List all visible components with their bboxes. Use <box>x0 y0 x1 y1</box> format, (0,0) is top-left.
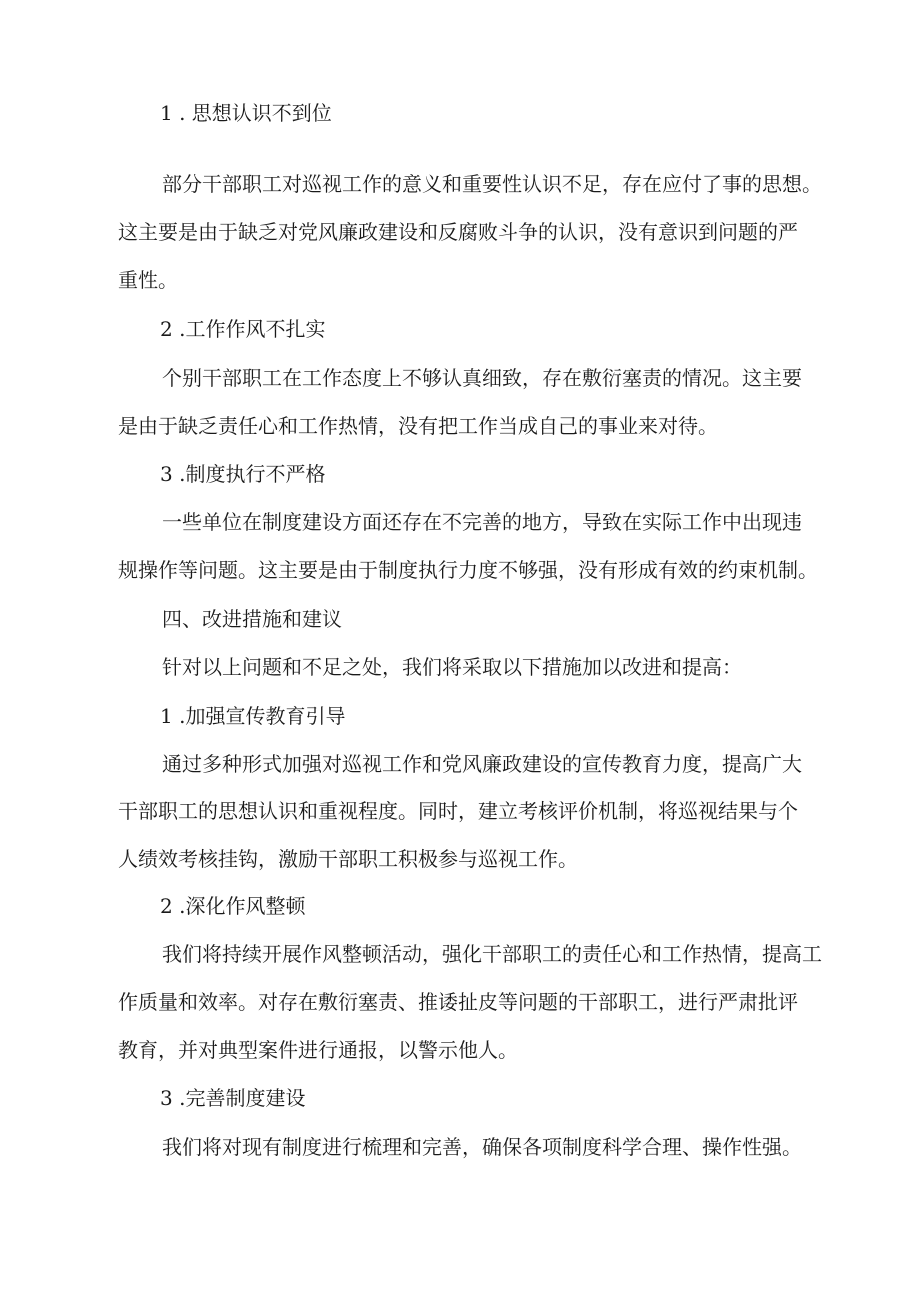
paragraph-line: 我们将对现有制度进行梳理和完善，确保各项制度科学合理、操作性强。 <box>162 1135 802 1159</box>
paragraph-line: 作质量和效率。对存在敷衍塞责、推诿扯皮等问题的干部职工，进行严肃批评 <box>118 990 798 1014</box>
paragraph-line: 这主要是由于缺乏对党风廉政建设和反腐败斗争的认识，没有意识到问题的严 <box>118 220 798 244</box>
paragraph-line: 是由于缺乏责任心和工作热情，没有把工作当成自己的事业来对待。 <box>118 414 718 438</box>
section-heading: 四、改进措施和建议 <box>162 607 342 631</box>
section-heading: 1 .加强宣传教育引导 <box>160 704 346 728</box>
section-heading: 3 .制度执行不严格 <box>160 462 326 486</box>
paragraph-line: 我们将持续开展作风整顿活动，强化干部职工的责任心和工作热情，提高工 <box>162 942 822 966</box>
paragraph-line: 通过多种形式加强对巡视工作和党风廉政建设的宣传教育力度，提高广大 <box>162 752 802 776</box>
section-heading: 3 .完善制度建设 <box>160 1086 306 1110</box>
section-heading: 2 .深化作风整顿 <box>160 894 306 918</box>
paragraph-line: 个别干部职工在工作态度上不够认真细致，存在敷衍塞责的情况。这主要 <box>162 366 802 390</box>
paragraph-line: 人绩效考核挂钩，激励干部职工积极参与巡视工作。 <box>118 847 578 871</box>
section-heading: 1 . 思想认识不到位 <box>160 101 332 125</box>
section-heading: 2 .工作作风不扎实 <box>160 317 326 341</box>
paragraph-line: 一些单位在制度建设方面还存在不完善的地方，导致在实际工作中出现违 <box>162 510 802 534</box>
paragraph-line: 规操作等问题。这主要是由于制度执行力度不够强，没有形成有效的约束机制。 <box>118 558 818 582</box>
paragraph-line: 重性。 <box>118 268 178 292</box>
paragraph-line: 干部职工的思想认识和重视程度。同时，建立考核评价机制，将巡视结果与个 <box>118 799 798 823</box>
paragraph-line: 针对以上问题和不足之处，我们将采取以下措施加以改进和提高： <box>162 655 742 679</box>
paragraph-line: 教育，并对典型案件进行通报，以警示他人。 <box>118 1038 518 1062</box>
paragraph-line: 部分干部职工对巡视工作的意义和重要性认识不足，存在应付了事的思想。 <box>162 172 822 196</box>
